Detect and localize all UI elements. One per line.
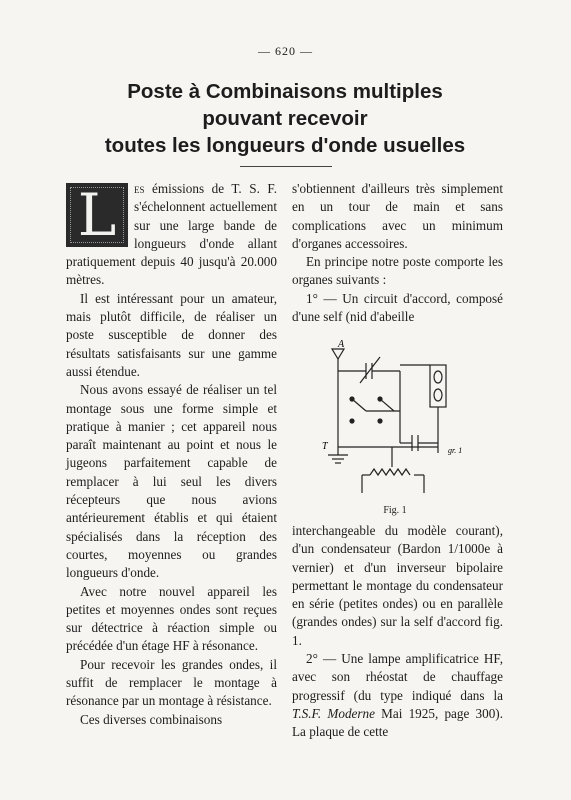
- right-column-lower: [292, 522, 503, 742]
- label-a: A: [338, 339, 345, 350]
- paragraph-4: Avec notre nouvel appareil les petites et moyennes ondes sont reçues sur détectrice à réaction simple ou précédée d'un étage HF à résonance.: [66, 583, 277, 654]
- right-paragraph-5-end: Mai 1925, page 300). La plaque de cette: [292, 705, 503, 740]
- paragraph-1: [66, 180, 277, 290]
- right-paragraph-3: 1° — Un circuit d'accord, composé d'une self (nid d'abeille: [292, 290, 503, 325]
- paragraph-5: Pour recevoir les grandes ondes, il suffit de remplacer le montage à résonance par un montage à résistance.: [66, 656, 277, 709]
- right-paragraph-1: s'obtiennent d'ailleurs très simplement en un tour de main et sans complications avec un minimum d'organes accessoires.: [292, 181, 503, 251]
- paragraph-1-text: émissions de T. S. F. s'échelonnent actuellement sur une large bande de longueurs d'onde allant pratiquement depuis 40 jusqu'à 20.000 mètres.: [66, 181, 277, 288]
- title-line-2: pouvant recevoir: [202, 107, 368, 130]
- paragraph-2: Il est intéressant pour un amateur, mais plutôt difficile, de réaliser un poste susceptible de donner des résultats satisfaisants sur une gamme aussi étendue.: [66, 290, 277, 379]
- right-paragraph-5-start: 2° — Une lampe amplificatrice HF, avec son rhéostat de chauffage progressif (du type indiqué dans la: [292, 651, 503, 703]
- title-line-1: Poste à Combinaisons multiples: [127, 80, 443, 103]
- antenna-symbol: [332, 349, 344, 359]
- right-paragraph-4: interchangeable du modèle courant), d'un condensateur (Bardon 1/1000e à vernier) et d'un inverseur bipolaire permettant le montage du condensateur en série (petites ondes) ou en parallèle (grandes ondes) sur la self d'accord fig. 1.: [292, 523, 503, 648]
- label-gr: gr. 1: [448, 446, 463, 455]
- rheostat-symbol: [370, 469, 410, 475]
- article-title: [40, 78, 530, 159]
- dropcap: L: [66, 183, 128, 247]
- title-line-3: toutes les longueurs d'onde usuelles: [104, 134, 466, 157]
- magazine-title: T.S.F. Moderne: [292, 705, 375, 721]
- circuit-diagram: [300, 325, 490, 503]
- right-paragraph-2: En principe notre poste comporte les organes suivants :: [292, 254, 503, 288]
- right-column-upper: [292, 180, 503, 326]
- title-rule: [240, 166, 332, 167]
- circuit-figure: [300, 325, 490, 520]
- left-column: [66, 180, 277, 729]
- page-number: — 620 —: [258, 44, 313, 58]
- paragraph-3: Nous avons essayé de réaliser un tel montage sous une forme simple et pratique à manier ; cet appareil nous paraît maintenant au point et nous le jugeons parfaitement capable de remplacer à lui seul les divers récepteurs que nous avions antérieurement établis et qui étaient spécialisés dans la réception des courtes, moyennes ou grandes longueurs d'onde.: [66, 382, 277, 581]
- dropcap-continuation: es: [134, 181, 145, 196]
- figure-caption: Fig. 1: [383, 505, 407, 516]
- right-paragraph-5: [292, 650, 503, 741]
- label-t: T: [322, 441, 328, 452]
- paragraph-6: Ces diverses combinaisons: [80, 711, 223, 727]
